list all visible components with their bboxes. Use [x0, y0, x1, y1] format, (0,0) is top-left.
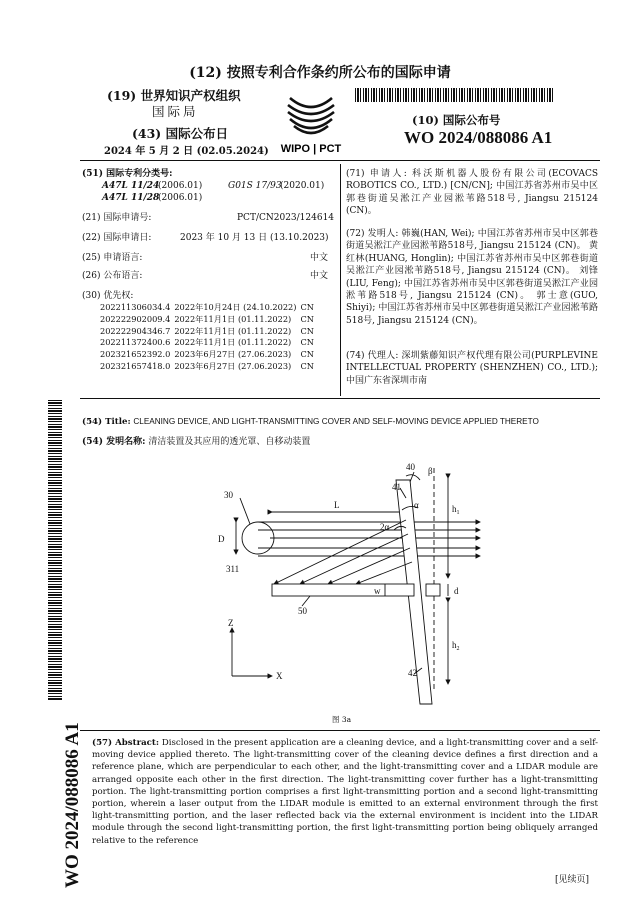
label-41: 41 — [392, 482, 401, 492]
label-d-upper: D — [218, 534, 225, 544]
side-pub-no: WO 2024/088086 A1 — [62, 722, 83, 888]
pub-lang-label: (26) 公布语言: — [82, 271, 143, 281]
inventors: (72) 发明人: 韩巍(HAN, Wei); 中国江苏省苏州市吴中区郭巷街道吴淞江产业园淞苇路518号, Jiangsu 215124 (CN)。 黄红林(HUANG, Honglin); 中国江苏省苏州市吴中区郭巷街道吴淞江产业园淞苇路518号, Jiangsu 215124 (CN)。 刘锋(LIU, Feng); 中国江苏省苏州市吴中区郭巷街道吴淞江产业园淞苇路518号, Jiangsu 215124 (CN)。 郭士意(GUO, Shiyi); 中国江苏省苏州市吴中区郭巷街道吴淞江产业园淞苇路518号, Jiangsu 215124 (CN)。 — [346, 229, 598, 326]
app-no: PCT/CN2023/124614 — [237, 213, 335, 223]
label-40: 40 — [406, 462, 415, 472]
agent: (74) 代理人: 深圳紫藤知识产权代理有限公司(PURPLEVINE INTELLECTUAL PROPERTY (SHENZHEN) CO., LTD.); 中国广东省深圳市南 — [346, 351, 598, 386]
priority-row: 202222902009.4 2022年11月1日 (01.11.2022) CN — [100, 313, 314, 324]
ipc-code-1: A47L 11/24 — [102, 181, 160, 192]
app-no-label: (21) 国际申请号: — [82, 213, 152, 223]
pub-date-label: (43) 国际公布日 — [132, 126, 229, 141]
label-beta: β — [428, 466, 433, 476]
title-zh: 清洁装置及其应用的透光罩、自移动装置 — [148, 437, 311, 447]
header-rule — [80, 160, 600, 161]
refl-ray-4 — [356, 562, 412, 584]
label-w: w — [374, 586, 381, 596]
label-42: 42 — [408, 668, 417, 678]
shelf-right — [426, 584, 440, 596]
label-l: L — [334, 500, 340, 510]
org-bureau: 国际局 — [152, 104, 199, 119]
label-50: 50 — [298, 606, 307, 616]
title-zh-label: (54) 发明名称: — [82, 437, 146, 447]
label-30: 30 — [224, 490, 233, 500]
org-name: (19) 世界知识产权组织 — [107, 88, 241, 103]
ipc-date-1: (2006.01) — [158, 181, 203, 192]
shelf-50 — [272, 584, 414, 596]
lidar-circle — [242, 522, 274, 554]
pub-no-label: (10) 国际公布号 — [412, 113, 501, 127]
side-barcode — [48, 400, 62, 700]
label-alpha: α — [414, 500, 419, 510]
wipo-logo — [272, 86, 350, 158]
label-x: X — [276, 671, 283, 681]
ipc-block — [82, 168, 342, 204]
label-h2: $h_2$ — [452, 640, 460, 652]
abstract — [92, 737, 598, 847]
filing-lang-label: (25) 申请语言: — [82, 253, 143, 263]
title-en: CLEANING DEVICE, AND LIGHT-TRANSMITTING COVER AND SELF-MOVING DEVICE APPLIED THERETO — [133, 417, 539, 426]
abstract-text: Disclosed in the present application are a cleaning device, and a light-transmitting cover and a self-moving device applied thereto. The light-transmitting cover of the cleaning device defines a first direction and a reference plane, which are perpendicular to each other, and the light-transmitting cover and a LIDAR module are arranged opposite each other in the first direction. The light-transmitting cover further has a light-transmitting portion. The light-transmitting portion comprises a first light-transmitting portion and a second light-transmitting portion, wherein a laser output from the LIDAR module is emitted to an external environment through the first light-transmitting portion, and the laser reflected back via the external environment is incident into the LIDAR module through the second light-transmitting portion, the first light-transmitting portion being obliquely arranged relative to the reference — [92, 738, 598, 846]
priority-row: 202321657418.0 2023年6月27日 (27.06.2023) CN — [100, 360, 314, 371]
filing-date-label: (22) 国际申请日: — [82, 233, 152, 243]
title-en-label: (54) Title: — [82, 417, 131, 427]
figure-3a — [210, 458, 500, 706]
continued-note: [见续页] — [555, 875, 590, 885]
priority-row: 202321652392.0 2023年6月27日 (27.06.2023) CN — [100, 349, 314, 360]
label-311: 311 — [226, 564, 240, 574]
label-z: Z — [228, 618, 234, 628]
abstract-label: (57) Abstract: — [92, 738, 160, 748]
document-title: (12) 按照专利合作条约所公布的国际申请 — [189, 65, 451, 81]
figure-caption: 图 3a — [332, 715, 352, 724]
refl-ray-2 — [300, 534, 408, 584]
wipo-text: WIPO | PCT — [280, 143, 342, 155]
priority-table — [100, 302, 318, 373]
ipc-extra-code: G01S 17/93 — [228, 181, 282, 192]
pub-no: WO 2024/088086 A1 — [404, 128, 553, 147]
priority-row: 202222904346.7 2022年11月1日 (01.11.2022) CN — [100, 325, 314, 336]
label-d: d — [454, 586, 459, 596]
title-zh-line — [82, 434, 310, 447]
title-en-line — [82, 417, 539, 427]
label-2alpha: 2α — [380, 522, 390, 532]
priority-label: (30) 优先权: — [82, 291, 134, 301]
pub-lang: 中文 — [310, 271, 329, 281]
pub-date: 2024 年 5 月 2 日 (02.05.2024) — [104, 146, 269, 157]
applicant: (71) 申请人: 科沃斯机器人股份有限公司(ECOVACS ROBOTICS CO., LTD.) [CN/CN]; 中国江苏省苏州市吴中区郭巷街道吴淞江产业园淞苇路518号, Jiangsu 215124 (CN)。 — [346, 169, 598, 217]
filing-date: 2023 年 10 月 13 日 (13.10.2023) — [180, 233, 329, 243]
priority-row: 202211306034.4 2022年10月24日 (24.10.2022) CN — [100, 302, 314, 312]
column-divider — [340, 164, 341, 396]
ipc-date-2: (2006.01) — [158, 193, 203, 204]
ipc-label: (51) 国际专利分类号: — [82, 169, 173, 179]
filing-lang: 中文 — [310, 253, 329, 263]
label-h1: $h_1$ — [452, 504, 460, 516]
ipc-code-2: A47L 11/28 — [102, 193, 160, 204]
top-barcode — [355, 88, 555, 102]
ipc-extra-date: (2020.01) — [280, 181, 325, 192]
figure-rule — [80, 730, 600, 731]
priority-row: 202211372400.6 2022年11月1日 (01.11.2022) CN — [100, 337, 314, 348]
bib-rule — [80, 398, 600, 399]
